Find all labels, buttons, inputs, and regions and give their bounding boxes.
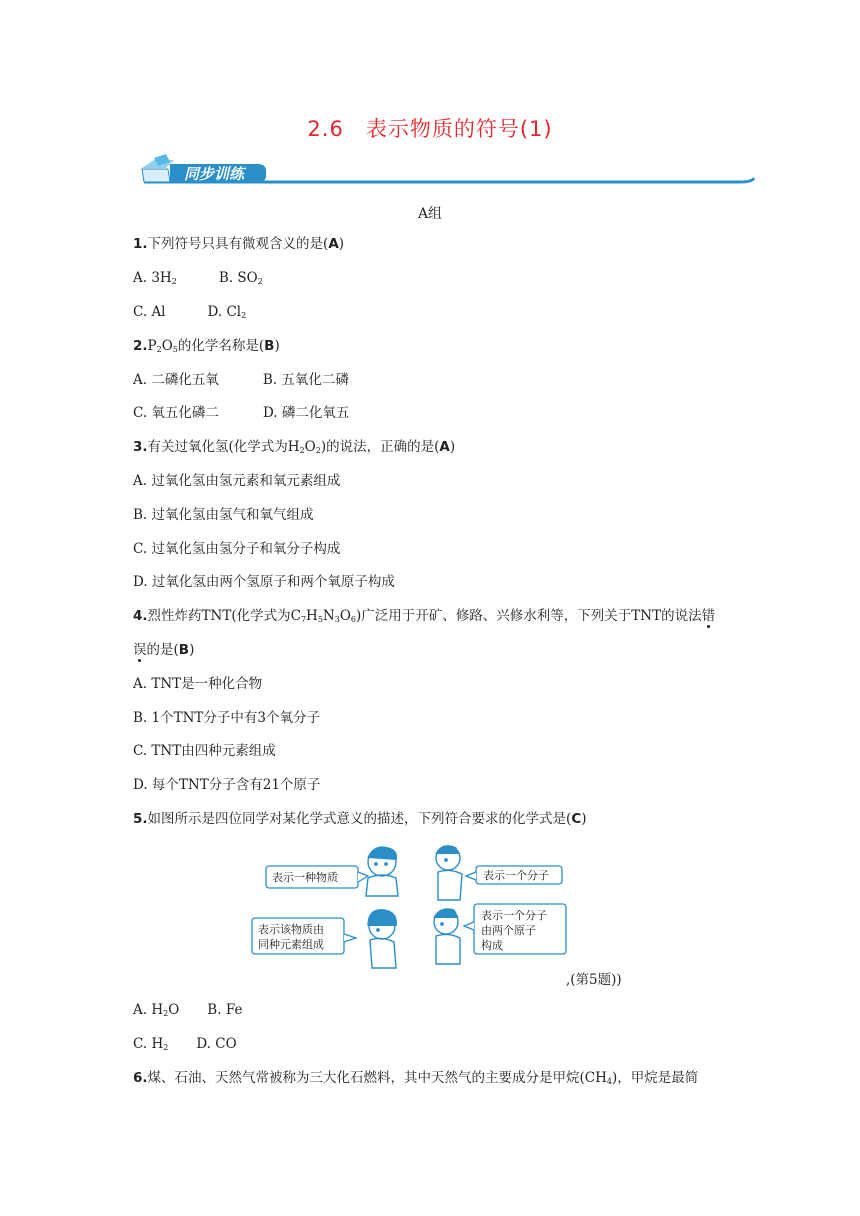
q4-option-b: B. 1个TNT分子中有3个氧分子 (133, 710, 321, 726)
student-boy-2-icon (436, 846, 462, 900)
q3-option-d: D. 过氧化氢由两个氢原子和两个氧原子构成 (133, 574, 395, 590)
student-boy-3-icon (434, 909, 460, 964)
question-4-line-1: 4.烈性炸药TNT(化学式为$C_7H_5N_3O_6$)广泛用于开矿、修路、兴修水利等，下列关于TNT的说法错 (133, 608, 716, 624)
answer: B (178, 642, 190, 658)
q2-options-cd: C. 氧五化磷二 D. 磷二化氧五 (133, 405, 350, 421)
bubble-3-line-2: 同种元素组成 (258, 938, 324, 951)
bubble-1: 表示一种物质 (272, 871, 338, 884)
bubble-3-line-1: 表示该物质由 (258, 923, 324, 936)
question-5: 5.如图所示是四位同学对某化学式意义的描述，下列符合要求的化学式是(C) (133, 811, 587, 827)
page-title: 2.6 表示物质的符号(1) (307, 117, 553, 141)
q1-options-cd: C. Al D. $Cl_2$ (133, 304, 247, 320)
group-title: A组 (417, 206, 443, 222)
q3-option-a: A. 过氧化氢由氢元素和氧元素组成 (133, 473, 341, 489)
q4-option-c: C. TNT由四种元素组成 (133, 743, 276, 759)
question-3: 3.有关过氧化氢(化学式为$H_2O_2$)的说法，正确的是(A) (133, 439, 456, 455)
question-1: 1.下列符号只具有微观含义的是(A) (133, 236, 345, 252)
answer: C (571, 811, 582, 827)
answer: A (439, 439, 450, 455)
student-girl-icon (368, 910, 396, 968)
figure-caption: ,(第5题)) (566, 972, 622, 988)
question-2: $2.P_2O_5$的化学名称是(B) (133, 338, 280, 354)
emphasis-char: 错 (701, 608, 716, 624)
student-boy-1-icon (366, 847, 398, 896)
answer: B (264, 338, 275, 354)
banner-label: 同步训练 (184, 165, 245, 183)
bubble-4-line-1: 表示一个分子 (481, 909, 547, 922)
emphasis-char: 误 (133, 642, 147, 658)
bubble-4-line-3: 构成 (481, 939, 503, 952)
q3-option-b: B. 过氧化氢由氢气和氧气组成 (133, 507, 314, 523)
question-6: 6.煤、石油、天然气常被称为三大化石燃料，其中天然气的主要成分是甲烷$(CH_4)$，甲烷是最简 (133, 1070, 699, 1086)
q4-option-a: A. TNT是一种化合物 (133, 676, 263, 692)
section-banner (140, 152, 755, 192)
bubble-2: 表示一个分子 (483, 869, 549, 882)
q2-options-ab: A. 二磷化五氧 B. 五氧化二磷 (133, 372, 349, 388)
q4-option-d: D. 每个TNT分子含有21个原子 (133, 777, 321, 793)
q3-option-c: C. 过氧化氢由氢分子和氧分子构成 (133, 541, 341, 557)
answer: A (328, 236, 339, 252)
q5-options-cd: C. $H_2$ D. CO (133, 1036, 237, 1052)
bubble-4-line-2: 由两个原子 (481, 924, 536, 937)
q5-options-ab: A. $H_2O$ B. Fe (133, 1002, 243, 1018)
q1-options-ab: A. $3H_2$ B. $SO_2$ (133, 270, 263, 286)
question-4-line-2: 误的是(B) (133, 642, 195, 658)
students-figure (248, 842, 578, 972)
